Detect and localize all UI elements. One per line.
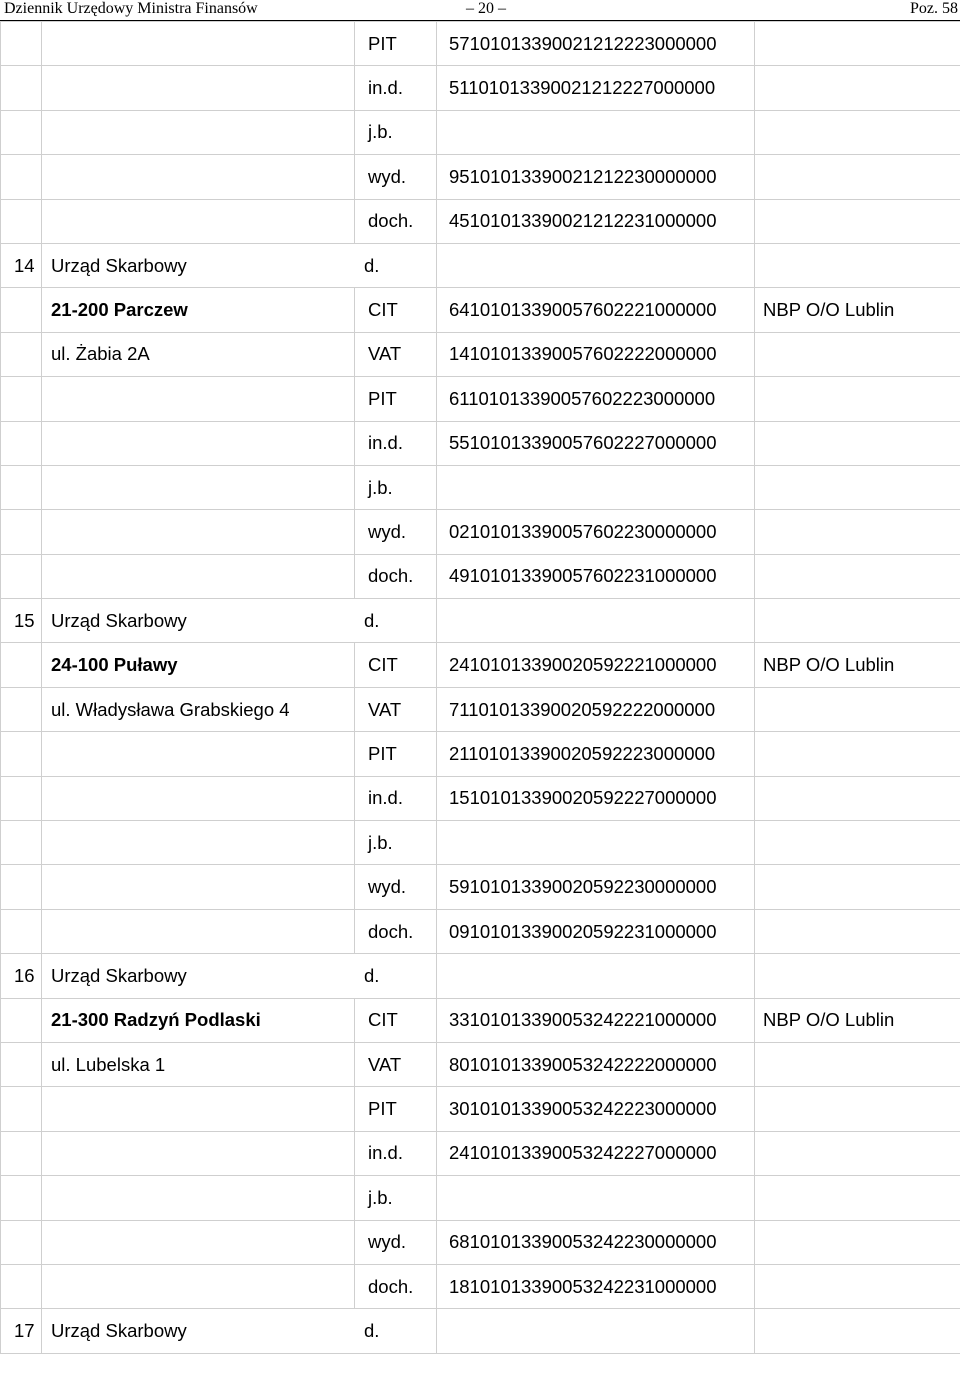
office-number: 15 — [1, 599, 42, 643]
table-row — [1, 821, 960, 865]
office-header-cell — [42, 954, 437, 998]
tax-code: wyd. — [355, 1220, 437, 1264]
bank-name — [755, 687, 960, 731]
account-number: 18101013390053242231000000 — [437, 1264, 755, 1308]
office-number: 14 — [1, 243, 42, 287]
account-number — [437, 954, 755, 998]
table-row — [1, 1087, 960, 1131]
office-number — [1, 288, 42, 332]
account-number: 24101013390020592221000000 — [437, 643, 755, 687]
table-row — [1, 421, 960, 465]
bank-name — [755, 465, 960, 509]
bank-name — [755, 776, 960, 820]
bank-name — [755, 554, 960, 598]
table-row — [1, 1309, 960, 1353]
office-address: 21-200 Parczew — [42, 288, 355, 332]
account-number: 55101013390057602227000000 — [437, 421, 755, 465]
office-number — [1, 66, 42, 110]
office-number — [1, 1176, 42, 1220]
account-number — [437, 821, 755, 865]
account-number: 02101013390057602230000000 — [437, 510, 755, 554]
account-number: 59101013390020592230000000 — [437, 865, 755, 909]
bank-name — [755, 155, 960, 199]
tax-code: CIT — [355, 643, 437, 687]
table-row — [1, 199, 960, 243]
bank-name — [755, 732, 960, 776]
table-row — [1, 732, 960, 776]
bank-name: NBP O/O Lublin — [755, 998, 960, 1042]
table-row — [1, 1176, 960, 1220]
account-number: 15101013390020592227000000 — [437, 776, 755, 820]
table-row — [1, 243, 960, 287]
page-header — [0, 0, 960, 20]
tax-code: j.b. — [355, 465, 437, 509]
tax-code: wyd. — [355, 510, 437, 554]
office-address — [42, 776, 355, 820]
bank-name: NBP O/O Lublin — [755, 643, 960, 687]
table-row — [1, 865, 960, 909]
tax-code: VAT — [355, 687, 437, 731]
tax-code: j.b. — [355, 110, 437, 154]
office-address — [42, 1264, 355, 1308]
tax-code: doch. — [355, 1264, 437, 1308]
office-address — [42, 1087, 355, 1131]
tax-code: doch. — [355, 909, 437, 953]
office-number — [1, 1087, 42, 1131]
account-number: 33101013390053242221000000 — [437, 998, 755, 1042]
bank-name — [755, 243, 960, 287]
tax-code: in.d. — [355, 66, 437, 110]
table-row — [1, 288, 960, 332]
table-row — [1, 110, 960, 154]
office-number — [1, 377, 42, 421]
bank-name — [755, 1087, 960, 1131]
account-number — [437, 1309, 755, 1353]
table-row — [1, 554, 960, 598]
office-address — [42, 510, 355, 554]
tax-code: PIT — [355, 22, 437, 66]
office-number — [1, 155, 42, 199]
table-row — [1, 332, 960, 376]
office-name: Urząd Skarbowy — [51, 964, 187, 986]
office-number: 16 — [1, 954, 42, 998]
account-number: 30101013390053242223000000 — [437, 1087, 755, 1131]
office-address: ul. Lubelska 1 — [42, 1042, 355, 1086]
office-number — [1, 510, 42, 554]
office-address — [42, 865, 355, 909]
tax-code: j.b. — [355, 821, 437, 865]
office-address — [42, 732, 355, 776]
account-number — [437, 599, 755, 643]
position-number: Poz. 58 — [910, 0, 958, 17]
publication-title: Dziennik Urzędowy Ministra Finansów — [4, 0, 258, 17]
bank-name — [755, 954, 960, 998]
bank-name — [755, 1220, 960, 1264]
account-number — [437, 110, 755, 154]
tax-code: VAT — [355, 332, 437, 376]
tax-code: d. — [364, 1320, 380, 1342]
office-address — [42, 377, 355, 421]
office-number — [1, 687, 42, 731]
tax-code: doch. — [355, 199, 437, 243]
bank-name — [755, 1309, 960, 1353]
account-number: 24101013390053242227000000 — [437, 1131, 755, 1175]
account-number: 61101013390057602223000000 — [437, 377, 755, 421]
table-row — [1, 1131, 960, 1175]
office-address — [42, 66, 355, 110]
office-number — [1, 1264, 42, 1308]
tax-code: wyd. — [355, 155, 437, 199]
bank-name — [755, 377, 960, 421]
office-header-cell — [42, 599, 437, 643]
account-number: 95101013390021212230000000 — [437, 155, 755, 199]
table-row — [1, 155, 960, 199]
table-row — [1, 1220, 960, 1264]
office-number: 17 — [1, 1309, 42, 1353]
table-row — [1, 1042, 960, 1086]
office-address — [42, 155, 355, 199]
bank-name — [755, 599, 960, 643]
account-number — [437, 1176, 755, 1220]
account-number: 57101013390021212223000000 — [437, 22, 755, 66]
office-name: Urząd Skarbowy — [51, 1320, 187, 1342]
account-number: 14101013390057602222000000 — [437, 332, 755, 376]
office-address — [42, 1176, 355, 1220]
account-number: 80101013390053242222000000 — [437, 1042, 755, 1086]
office-number — [1, 821, 42, 865]
account-number: 09101013390020592231000000 — [437, 909, 755, 953]
account-number: 64101013390057602221000000 — [437, 288, 755, 332]
bank-name — [755, 66, 960, 110]
account-number: 51101013390021212227000000 — [437, 66, 755, 110]
office-header-cell — [42, 243, 437, 287]
table-row — [1, 909, 960, 953]
account-number: 21101013390020592223000000 — [437, 732, 755, 776]
bank-name — [755, 199, 960, 243]
bank-name — [755, 909, 960, 953]
table-row — [1, 687, 960, 731]
bank-name — [755, 1264, 960, 1308]
office-header-cell — [42, 1309, 437, 1353]
tax-code: d. — [364, 609, 380, 631]
tax-code: in.d. — [355, 421, 437, 465]
tax-code: j.b. — [355, 1176, 437, 1220]
office-number — [1, 465, 42, 509]
bank-name — [755, 1042, 960, 1086]
table-row — [1, 599, 960, 643]
office-number — [1, 732, 42, 776]
tax-office-accounts-table — [0, 21, 960, 1354]
office-number — [1, 332, 42, 376]
bank-name — [755, 1176, 960, 1220]
office-address — [42, 199, 355, 243]
office-address — [42, 465, 355, 509]
table-row — [1, 465, 960, 509]
office-address: 24-100 Puławy — [42, 643, 355, 687]
table-row — [1, 776, 960, 820]
office-address — [42, 554, 355, 598]
office-number — [1, 643, 42, 687]
account-number: 49101013390057602231000000 — [437, 554, 755, 598]
tax-code: doch. — [355, 554, 437, 598]
page-number: – 20 – — [466, 0, 506, 17]
office-address — [42, 1220, 355, 1264]
office-address: ul. Żabia 2A — [42, 332, 355, 376]
office-number — [1, 1042, 42, 1086]
office-number — [1, 421, 42, 465]
table-row — [1, 643, 960, 687]
account-number: 71101013390020592222000000 — [437, 687, 755, 731]
bank-name — [755, 22, 960, 66]
table-row — [1, 22, 960, 66]
office-number — [1, 998, 42, 1042]
tax-code: CIT — [355, 998, 437, 1042]
bank-name — [755, 821, 960, 865]
bank-name: NBP O/O Lublin — [755, 288, 960, 332]
bank-name — [755, 1131, 960, 1175]
office-number — [1, 909, 42, 953]
tax-code: PIT — [355, 1087, 437, 1131]
tax-code: d. — [364, 254, 380, 276]
table-row — [1, 1264, 960, 1308]
bank-name — [755, 865, 960, 909]
table-row — [1, 998, 960, 1042]
office-number — [1, 1131, 42, 1175]
tax-code: VAT — [355, 1042, 437, 1086]
table-row — [1, 377, 960, 421]
table-row — [1, 510, 960, 554]
office-address — [42, 1131, 355, 1175]
office-number — [1, 554, 42, 598]
account-number — [437, 465, 755, 509]
office-address — [42, 909, 355, 953]
tax-code: wyd. — [355, 865, 437, 909]
bank-name — [755, 421, 960, 465]
bank-name — [755, 510, 960, 554]
office-number — [1, 199, 42, 243]
office-address — [42, 22, 355, 66]
office-name: Urząd Skarbowy — [51, 609, 187, 631]
tax-code: in.d. — [355, 776, 437, 820]
account-number — [437, 243, 755, 287]
office-address: ul. Władysława Grabskiego 4 — [42, 687, 355, 731]
tax-code: PIT — [355, 732, 437, 776]
account-number: 45101013390021212231000000 — [437, 199, 755, 243]
office-address — [42, 110, 355, 154]
office-number — [1, 1220, 42, 1264]
tax-code: CIT — [355, 288, 437, 332]
table-row — [1, 66, 960, 110]
office-number — [1, 110, 42, 154]
bank-name — [755, 110, 960, 154]
office-number — [1, 22, 42, 66]
tax-code: in.d. — [355, 1131, 437, 1175]
table-row — [1, 954, 960, 998]
tax-code: PIT — [355, 377, 437, 421]
office-address: 21-300 Radzyń Podlaski — [42, 998, 355, 1042]
office-name: Urząd Skarbowy — [51, 254, 187, 276]
office-number — [1, 865, 42, 909]
office-address — [42, 821, 355, 865]
office-number — [1, 776, 42, 820]
tax-code: d. — [364, 964, 380, 986]
account-number: 68101013390053242230000000 — [437, 1220, 755, 1264]
office-address — [42, 421, 355, 465]
bank-name — [755, 332, 960, 376]
